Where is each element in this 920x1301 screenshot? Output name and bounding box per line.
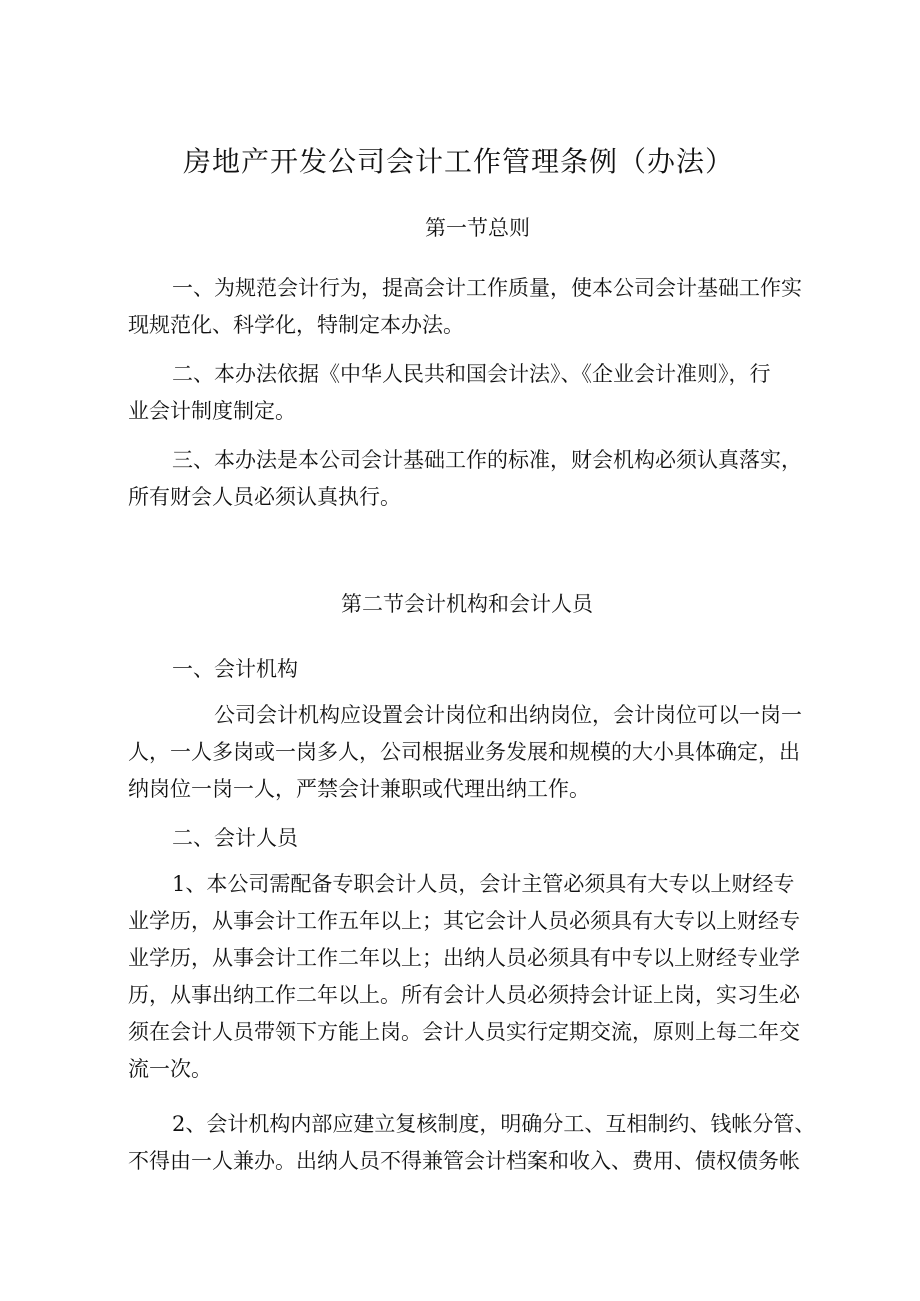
text-line: 历，从事出纳工作二年以上。所有会计人员必须持会计证上岗，实习生必 xyxy=(128,983,800,1007)
section-1-heading: 第一节总则 xyxy=(425,216,530,240)
text-line: 一、为规范会计行为，提高会计工作质量，使本公司会计基础工作实 xyxy=(172,276,802,300)
paragraph-item-2 xyxy=(128,1106,828,1180)
text-line: 纳岗位一岗一人，严禁会计兼职或代理出纳工作。 xyxy=(128,777,590,801)
text-line: 人，一人多岗或一岗多人，公司根据业务发展和规模的大小具体确定，出 xyxy=(128,740,800,764)
subheading-accounting-staff: 二、会计人员 xyxy=(172,826,298,850)
text-line: 业学历，从事会计工作二年以上；出纳人员必须具有中专以上财经专业学 xyxy=(128,946,800,970)
text-line: 公司会计机构应设置会计岗位和出纳岗位，会计岗位可以一岗一 xyxy=(214,703,802,727)
text-line: 所有财会人员必须认真执行。 xyxy=(128,485,401,509)
paragraph-item-1 xyxy=(128,866,828,1088)
text-line: 二、本办法依据《中华人民共和国会计法》、《企业会计准则》，行 xyxy=(172,362,771,386)
section-2-heading: 第二节会计机构和会计人员 xyxy=(341,592,593,616)
text-line: 现规范化、科学化，特制定本办法。 xyxy=(128,313,464,337)
subheading-accounting-organization: 一、会计机构 xyxy=(172,657,298,681)
text-line: 三、本办法是本公司会计基础工作的标准，财会机构必须认真落实， xyxy=(172,448,802,472)
text-line: 须在会计人员带领下方能上岗。会计人员实行定期交流，原则上每二年交 xyxy=(128,1020,800,1044)
text-line: 2、会计机构内部应建立复核制度，明确分工、互相制约、钱帐分管、 xyxy=(172,1112,816,1136)
text-line: 1、本公司需配备专职会计人员，会计主管必须具有大专以上财经专 xyxy=(172,872,795,896)
section-1-paragraph-3 xyxy=(128,442,828,516)
text-line: 不得由一人兼办。出纳人员不得兼管会计档案和收入、费用、债权债务帐 xyxy=(128,1149,800,1173)
text-line: 流一次。 xyxy=(128,1057,212,1081)
paragraph-accounting-organization xyxy=(128,697,828,808)
section-1-paragraph-2 xyxy=(128,356,828,430)
document-title: 房地产开发公司会计工作管理条例（办法） xyxy=(183,145,735,178)
section-1-paragraph-1 xyxy=(128,270,828,344)
text-line: 业会计制度制定。 xyxy=(128,399,296,423)
text-line: 业学历，从事会计工作五年以上；其它会计人员必须具有大专以上财经专 xyxy=(128,909,800,933)
